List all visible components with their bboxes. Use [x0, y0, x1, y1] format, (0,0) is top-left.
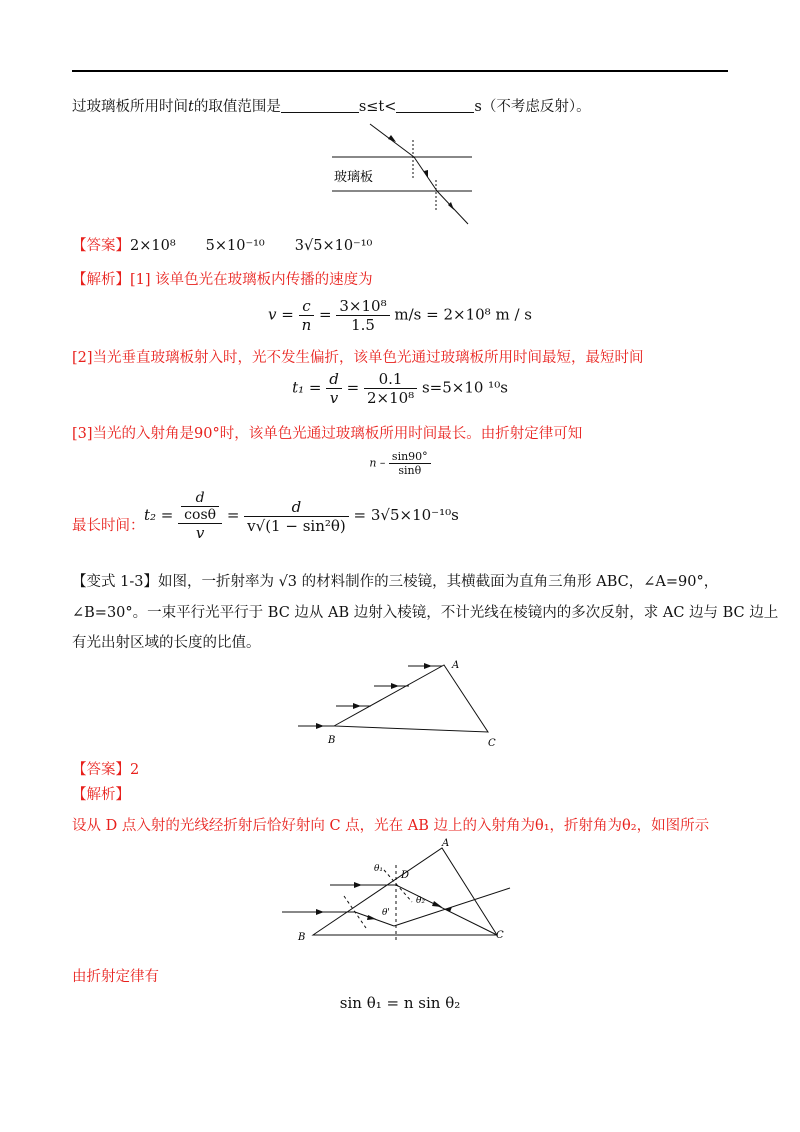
prism2-point-d: D — [401, 870, 410, 881]
analysis-2-step-1-text: 设从 D 点入射的光线经折射后恰好射向 C 点，光在 AB 边上的入射角为θ₁，折射角为θ₂，如图所示 — [72, 818, 710, 834]
equation-snell — [0, 994, 800, 1012]
inequality: s≤t< — [358, 99, 397, 115]
question-line — [72, 97, 591, 117]
eq4-inner-den: cosθ — [184, 507, 217, 523]
glass-plate-label: 玻璃板 — [334, 170, 374, 185]
answer-1-line — [72, 236, 372, 256]
theta-prime-label: θ' — [382, 908, 390, 918]
variant-text-2: ∠B=30°。一束平行光平行于 BC 边从 AB 边射入棱镜，不计光线在棱镜内的多次反射，求 AC 边与 BC 边上 — [72, 605, 779, 621]
longest-time-label — [72, 516, 145, 536]
answer-blank-2[interactable] — [396, 98, 474, 113]
glass-plate-figure — [320, 120, 500, 230]
answer-value-1: 2×10⁸ — [130, 238, 176, 254]
fraction-time-values — [364, 370, 417, 407]
equation-refraction-index — [0, 450, 800, 477]
fraction-compound — [178, 490, 222, 542]
question-prefix: 过玻璃板所用时间 — [72, 99, 188, 115]
eq4-inner-num: d — [195, 490, 205, 506]
eq1-den1: n — [301, 316, 312, 334]
analysis-2-step-2 — [72, 967, 159, 987]
top-rule — [72, 70, 728, 72]
eq3-den: sinθ — [398, 464, 422, 477]
prism1-vertex-c: C — [488, 738, 496, 749]
variant-text-1: 【变式 1-3】如图，一折射率为 √3 的材料制作的三棱镜，其横截面为直角三角形 ABC，∠A=90°， — [72, 574, 719, 590]
answer-blank-1[interactable] — [281, 98, 359, 113]
analysis-1-step-1 — [72, 270, 373, 290]
fraction-c-over-n — [299, 297, 315, 334]
eq2-rhs: s=5×10 ¹⁰s — [421, 378, 508, 397]
eq1-rhs: m/s = 2×10⁸ m / s — [394, 305, 532, 324]
eq4-den1: v — [195, 524, 205, 542]
eq1-num2: 3×10⁸ — [336, 297, 389, 316]
analysis-step-1-text: [1] 该单色光在玻璃板内传播的速度为 — [130, 272, 373, 288]
answer-2-line — [72, 760, 139, 780]
answer-2-tag: 【答案】 — [72, 762, 130, 778]
fraction-d-over-v — [326, 370, 342, 407]
eq4-rhs: = 3√5×10⁻¹⁰s — [353, 506, 459, 524]
equation-longest-time: t₂ = $\frac{\frac{d}{\cos\theta}}{v}$ = $\frac{d}{\text{v√(1 − sin²θ)}}$ = 3√5×10⁻¹⁰s — [144, 490, 459, 542]
prism2-vertex-b: B — [298, 932, 306, 943]
analysis-2-tag: 【解析】 — [72, 787, 130, 803]
eq4-num2: d — [291, 497, 302, 516]
eq1-num1: c — [302, 297, 311, 315]
eq3-lhs: n – — [369, 456, 386, 470]
fraction-d-over-root — [244, 498, 349, 535]
question-mid: 的取值范围是 — [193, 99, 281, 115]
snell-equation: sin θ₁ = n sin θ₂ — [339, 994, 461, 1012]
eq2-num1: d — [329, 370, 339, 388]
fraction-values — [336, 297, 389, 334]
analysis-2-step-1 — [72, 816, 709, 836]
longest-time-text: 最长时间： — [72, 518, 145, 534]
answer-value-2: 5×10⁻¹⁰ — [205, 238, 265, 254]
equation-speed: v = $\frac{c}{n}$ = $\frac{\text{3×10⁸}}{1.5}$ m/s = 2×10⁸ m / s — [268, 297, 532, 334]
theta2-label: θ₂ — [416, 896, 426, 906]
eq3-num: sin90° — [389, 450, 431, 464]
eq2-den1: v — [329, 389, 339, 407]
answer-tag: 【答案】 — [72, 238, 130, 254]
analysis-2-step-2-text: 由折射定律有 — [72, 969, 159, 985]
answer-2-value: 2 — [130, 762, 140, 778]
prism-figure-1 — [292, 655, 512, 750]
eq1-den2: 1.5 — [351, 316, 375, 334]
eq4-lhs: t₂ = — [144, 506, 174, 524]
equation-shortest-time: t₁ = $\frac{d}{v}$ = $\frac{0.1}{\text{2×10⁸}}$ s=5×10 ¹⁰s — [292, 370, 508, 407]
prism2-vertex-a: A — [442, 838, 450, 849]
eq2-num2: 0.1 — [364, 370, 417, 389]
t-variable: t — [188, 99, 194, 115]
prism1-vertex-a: A — [452, 660, 460, 671]
prism2-vertex-c: C — [496, 930, 504, 941]
fraction-sin90-over-sintheta — [389, 450, 431, 477]
variant-line-1 — [72, 572, 718, 592]
eq2-den2: 2×10⁸ — [366, 389, 415, 407]
analysis-tag: 【解析】 — [72, 272, 130, 288]
variant-line-2 — [72, 603, 778, 623]
eq4-den2: v√(1 − sin²θ) — [247, 516, 346, 535]
answer-value-3: 3√5×10⁻¹⁰ — [294, 238, 373, 254]
question-suffix: s（不考虑反射）。 — [474, 99, 591, 115]
theta1-label: θ₁ — [374, 864, 384, 874]
eq2-lhs: t₁ = — [292, 378, 322, 397]
analysis-1-step-3 — [72, 424, 582, 444]
analysis-step-2-text: [2]当光垂直玻璃板射入时，光不发生偏折，该单色光通过玻璃板所用时间最短，最短时间 — [72, 350, 644, 366]
variant-text-3: 有光出射区域的长度的比值。 — [72, 635, 261, 651]
analysis-step-3-text: [3]当光的入射角是90°时，该单色光通过玻璃板所用时间最长。由折射定律可知 — [72, 426, 583, 442]
eq1-lhs: v = — [268, 305, 294, 324]
analysis-1-step-2 — [72, 348, 644, 368]
prism1-vertex-b: B — [328, 735, 336, 746]
analysis-2-tag-line — [72, 785, 130, 805]
variant-line-3 — [72, 633, 261, 653]
prism-figure-2 — [282, 838, 522, 948]
